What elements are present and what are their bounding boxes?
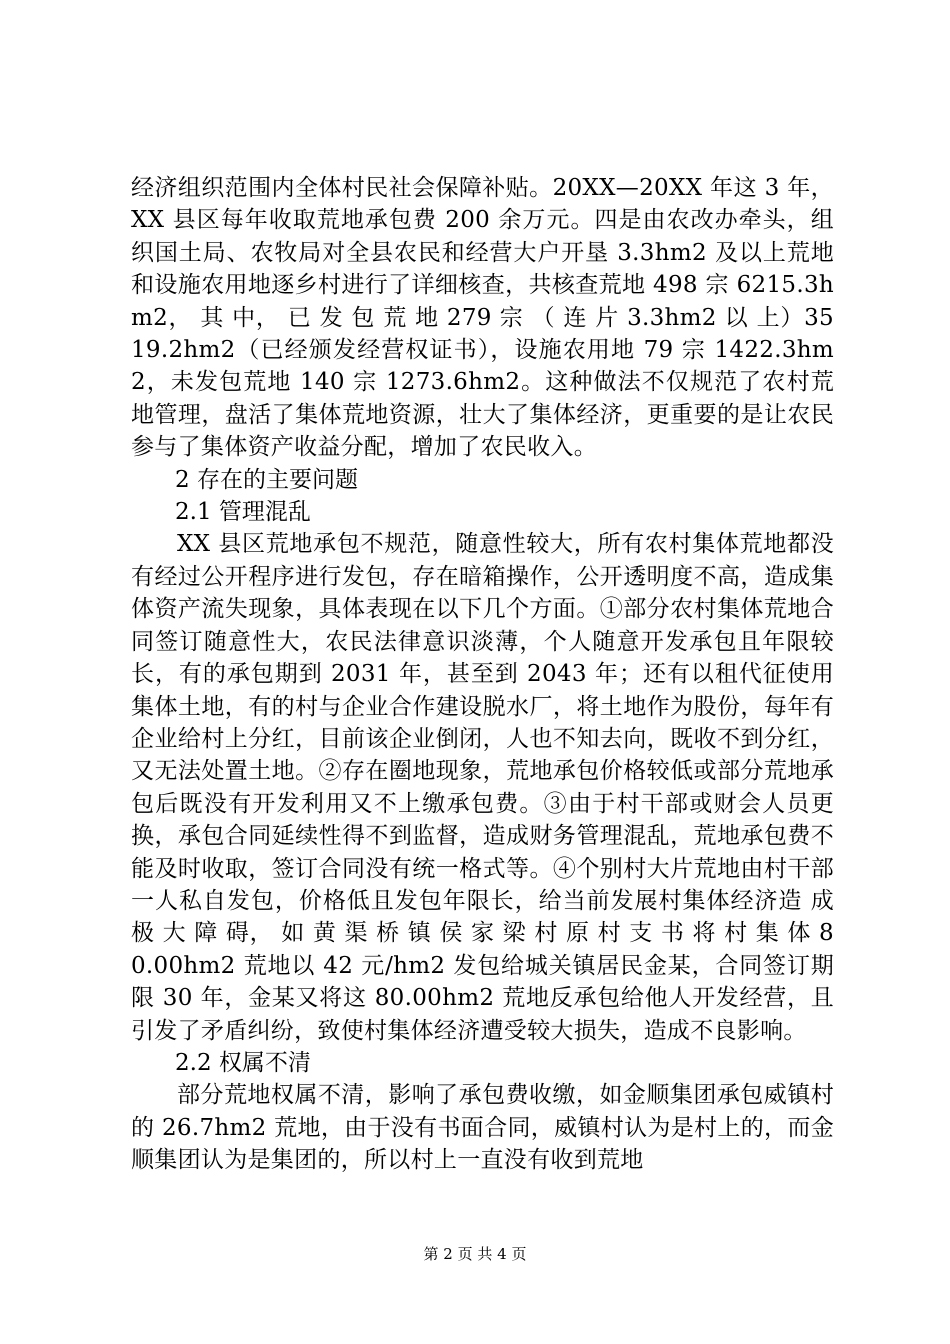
subsection-heading-unclear-ownership: 2.2 权属不清	[175, 1049, 311, 1076]
paragraph-management-chaos: XX 县区荒地承包不规范，随意性较大，所有农村集体荒地都没有经过公开程序进行发包，存在暗箱操作，公开透明度不高，造成集体资产流失现象，具体表现在以下几个方面。①部分农村集体荒地合同签订随意性大，农民法律意识淡薄，个人随意开发承包且年限较长，有的承包期到 2031 年，甚至到 2043 年；还有以租代征使用集体土地，有的村与企业合作建设脱水厂，将土地作为股份，每年有企业给村上分红，目前该企业倒闭，人也不知去向，既收不到分红，又无法处置土地。②存在圈地现象，荒地承包价格较低或部分荒地承包后既没有开发利用又不上缴承包费。③由于村干部或财会人员更换，承包合同延续性得不到监督，造成财务管理混乱，荒地承包费不能及时收取，签订合同没有统一格式等。④个别村大片荒地由村干部一人私自发包，价格低且发包年限长，给当前发展村集体经济造 成 极 大 障 碍， 如 黄 渠 桥 镇 侯 家 梁 村 原 村 支 书 将 村 集 体 80.00hm2 荒地以 42 元/hm2 发包给城关镇居民金某，合同签订期限 30 年，金某又将这 80.00hm2 荒地反承包给他人开发经营，且引发了矛盾纠纷，致使村集体经济遭受较大损失，造成不良影响。	[131, 531, 834, 1044]
page-footer: 第 2 页 共 4 页	[423, 1245, 527, 1263]
paragraph-unclear-ownership: 部分荒地权属不清，影响了承包费收缴，如金顺集团承包威镇村的 26.7hm2 荒地，由于没有书面合同，威镇村认为是村上的，而金顺集团认为是集团的，所以村上一直没有收到荒地	[131, 1082, 834, 1174]
subsection-heading-management-chaos: 2.1 管理混乱	[175, 499, 311, 526]
document-body	[131, 172, 834, 1177]
paragraph-social-security-subsidy: 经济组织范围内全体村民社会保障补贴。20XX—20XX 年这 3 年，XX 县区每年收取荒地承包费 200 余万元。四是由农改办牵头，组织国土局、农牧局对全县农民和经营大户开垦 3.3hm2 及以上荒地和设施农用地逐乡村进行了详细核查，共核查荒地 498 宗 6215.3hm2， 其 中， 已 发 包 荒 地 279 宗 （ 连 片 3.3hm2 以 上）3519.2hm2（已经颁发经营权证书），设施农用地 79 宗 1422.3hm2，未发包荒地 140 宗 1273.6hm2。这种做法不仅规范了农村荒地管理，盘活了集体荒地资源，壮大了集体经济，更重要的是让农民参与了集体资产收益分配，增加了农民收入。	[131, 175, 834, 461]
section-heading-main-problems: 2 存在的主要问题	[175, 466, 358, 493]
